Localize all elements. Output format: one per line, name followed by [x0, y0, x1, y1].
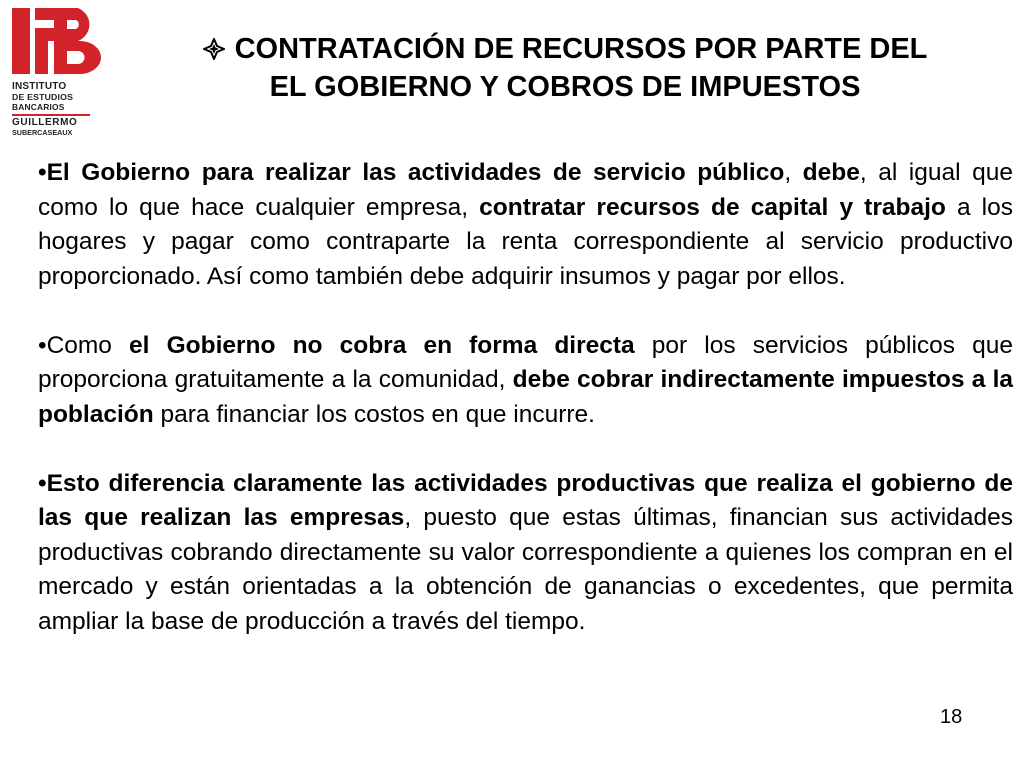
institute-name	[12, 82, 104, 138]
p2-seg-1: •Como	[38, 331, 130, 359]
p1-seg-5: contratar recursos de capital y trabajo	[479, 193, 946, 221]
logo-line-2: DE ESTUDIOS	[12, 92, 74, 102]
p2-seg-3: por los servicios públicos que proporciona gratuitamente a la comunidad,	[38, 331, 1014, 393]
logo-line-4: GUILLERMO	[12, 117, 78, 128]
slide-body	[38, 156, 1013, 639]
slide-title-text-1: CONTRATACIÓN DE RECURSOS POR PARTE DEL	[234, 33, 928, 65]
p2-seg-4: debe cobrar indirectamente impuestos a la población	[38, 366, 1013, 428]
logo-line-5: SUBERCASEAUX	[12, 128, 73, 137]
institute-logo	[12, 8, 104, 137]
paragraph-difference	[38, 467, 1013, 640]
p1-seg-3: debe	[802, 159, 860, 186]
logo-line-3: BANCARIOS	[12, 102, 65, 112]
p1-seg-1: •El Gobierno para realizar las actividades de servicio público	[38, 159, 785, 186]
slide-title-line-1	[120, 30, 1010, 68]
logo-line-1: INSTITUTO	[12, 81, 67, 92]
p1-seg-6: a los hogares y pagar como contraparte la renta correspondiente al servicio productivo proporcionado. Así como también debe adquirir insumos y pagar por ellos.	[38, 193, 1014, 290]
logo-divider	[12, 114, 90, 116]
p3-seg-2: , puesto que estas últimas, financian sus actividades productivas cobrando directamente su valor correspondiente a quienes los compran en el mercado y están orientadas a la obtención de ganancias o excedentes, que permita ampliar la base de producción a través del tiempo.	[38, 504, 1013, 635]
paragraph-government-activities	[38, 156, 1013, 294]
p1-seg-2: ,	[784, 159, 803, 186]
p3-seg-1: •Esto diferencia claramente las actividades productivas que realiza el gobierno de las que realizan las empresas	[38, 469, 1013, 531]
diamond-bullet-icon	[203, 38, 225, 60]
institute-logo-mark	[12, 8, 104, 78]
p2-seg-2: el Gobierno no cobra en forma directa	[129, 331, 635, 359]
p1-seg-4: , al igual que como lo que hace cualquier empresa,	[38, 159, 1013, 221]
slide-title-line-2: EL GOBIERNO Y COBROS DE IMPUESTOS	[269, 71, 861, 103]
slide-title	[120, 30, 1010, 106]
page-number: 18	[940, 706, 963, 728]
p2-seg-5: para financiar los costos en que incurre.	[153, 400, 595, 428]
paragraph-taxes	[38, 329, 1013, 433]
